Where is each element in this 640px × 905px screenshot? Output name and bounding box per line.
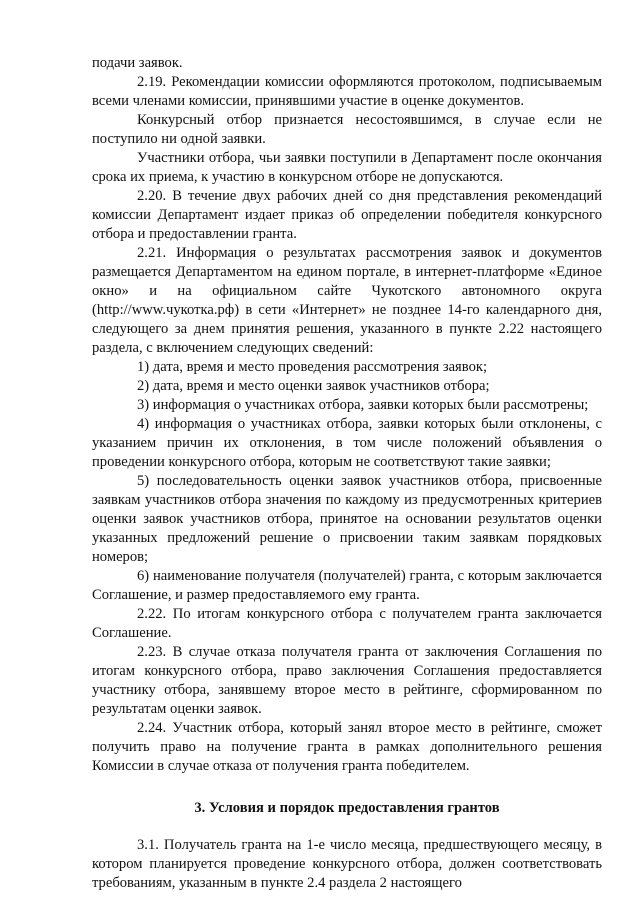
paragraph: 3.1. Получатель гранта на 1-е число месяца, предшествующего месяцу, в котором планируется проведение конкурсного отбора, должен соответствовать требованиям, указанным в пункте 2.4 раздела 2 настоящего bbox=[92, 837, 602, 891]
paragraph: 5) последовательность оценки заявок участников отбора, присвоенные заявкам участников отбора значения по каждому из предусмотренных критериев оценки заявок участников отбора, принятое на основании результатов оценки указанных предложений решение о присвоении таким заявкам порядковых номеров; bbox=[92, 473, 602, 565]
section-3-text bbox=[92, 836, 602, 893]
paragraph: Конкурсный отбор признается несостоявшимся, в случае если не поступило ни одной заявки. bbox=[92, 112, 602, 147]
paragraph: 6) наименование получателя (получателей) гранта, с которым заключается Соглашение, и размер предоставляемого ему гранта. bbox=[92, 568, 602, 603]
paragraph: 2.19. Рекомендации комиссии оформляются протоколом, подписываемым всеми членами комиссии, принявшими участие в оценке документов. bbox=[92, 74, 602, 109]
paragraph: 2) дата, время и место оценки заявок участников отбора; bbox=[137, 378, 490, 394]
section-2-text bbox=[92, 54, 602, 776]
paragraph: 2.23. В случае отказа получателя гранта от заключения Соглашения по итогам конкурсного отбора, право заключения Соглашения предоставляется участнику отбора, занявшему второе место в рейтинге, сформированном по результатам оценки заявок. bbox=[92, 644, 602, 717]
paragraph: Участники отбора, чьи заявки поступили в Департамент после окончания срока их приема, к участию в конкурсном отборе не допускаются. bbox=[92, 150, 602, 185]
document-page bbox=[92, 54, 602, 893]
paragraph: 4) информация о участниках отбора, заявки которых были отклонены, с указанием причин их отклонения, в том числе положений объявления о проведении конкурсного отбора, которым не соответствуют такие заявки; bbox=[92, 416, 602, 470]
paragraph: 1) дата, время и место проведения рассмотрения заявок; bbox=[137, 359, 488, 375]
section-heading: 3. Условия и порядок предоставления грантов bbox=[194, 800, 500, 816]
paragraph: 3) информация о участниках отбора, заявки которых были рассмотрены; bbox=[137, 397, 589, 413]
paragraph: 2.24. Участник отбора, который занял второе место в рейтинге, сможет получить право на получение гранта в рамках дополнительного решения Комиссии в случае отказа от получения гранта победителем. bbox=[92, 720, 602, 774]
paragraph: 2.20. В течение двух рабочих дней со дня представления рекомендаций комиссии Департамент издает приказ об определении победителя конкурсного отбора и предоставлении гранта. bbox=[92, 188, 602, 242]
paragraph: подачи заявок. bbox=[92, 55, 183, 71]
paragraph: 2.22. По итогам конкурсного отбора с получателем гранта заключается Соглашение. bbox=[92, 606, 602, 641]
paragraph: 2.21. Информация о результатах рассмотрения заявок и документов размещается Департаментом на едином портале, в интернет-платформе «Единое окно» и на официальном сайте Чукотского автономного округа (http://www.чукотка.рф) в сети «Интернет» не позднее 14-го календарного дня, следующего за днем принятия решения, указанного в пункте 2.22 настоящего раздела, с включением следующих сведений: bbox=[92, 245, 602, 356]
